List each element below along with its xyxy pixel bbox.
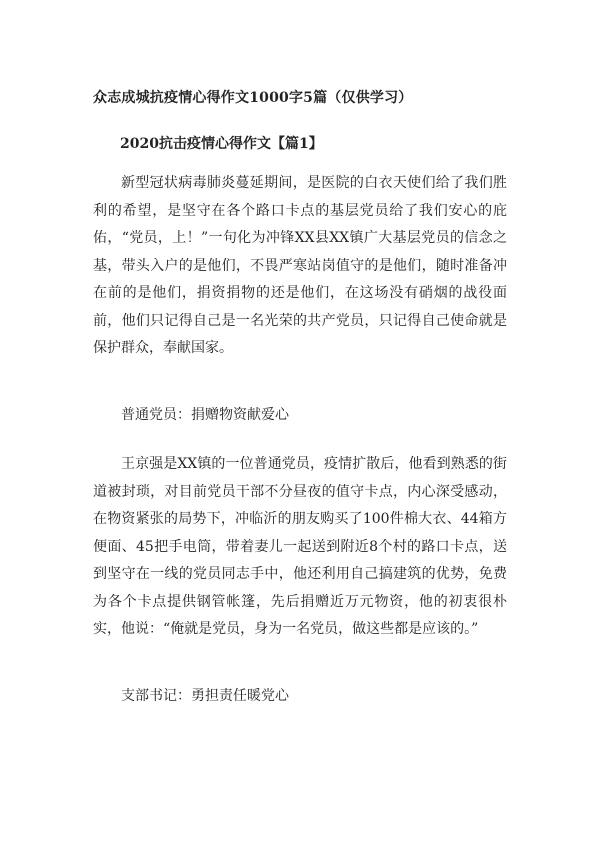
paragraph-2: 王京强是XX镇的一位普通党员，疫情扩散后，他看到熟悉的街道被封琐，对目前党员干部不分昼夜的值守卡点，内心深受感动，在物资紧张的局势下，冲临沂的朋友购买了100件棉大衣、44箱方便面、45把手电筒，带着妻儿一起送到附近8个村的路口卡点，送到坚守在一线的党员同志手中，他还利用自己搞建筑的优势，免费为各个卡点提供钢管帐篷，先后捐赠近万元物资，他的初衷很朴实，他说：“俺就是党员，身为一名党员，做这些都是应该的。”: [93, 456, 507, 637]
section-heading-1: 普通党员：捐赠物资献爱心: [121, 407, 289, 423]
document-title: 众志成城抗疫情心得作文1000字5篇（仅供学习）: [93, 90, 413, 106]
paragraph-1: 新型冠状病毒肺炎蔓延期间，是医院的白衣天使们给了我们胜利的希望，是坚守在各个路口卡点的基层党员给了我们安心的庇佑，“党员，上！”一句化为冲锋XX县XX镇广大基层党员的信念之基，带头入户的是他们，不畏严寒站岗值守的是他们，随时准备冲在前的是他们，捐资捐物的还是他们，在这场没有硝烟的战役面前，他们只记得自己是一名光荣的共产党员，只记得自己使命就是保护群众，奉献国家。: [93, 175, 507, 356]
section-heading-2: 支部书记：勇担责任暖党心: [121, 688, 289, 704]
essay-subtitle: 2020抗击疫情心得作文【篇1】: [120, 136, 323, 152]
